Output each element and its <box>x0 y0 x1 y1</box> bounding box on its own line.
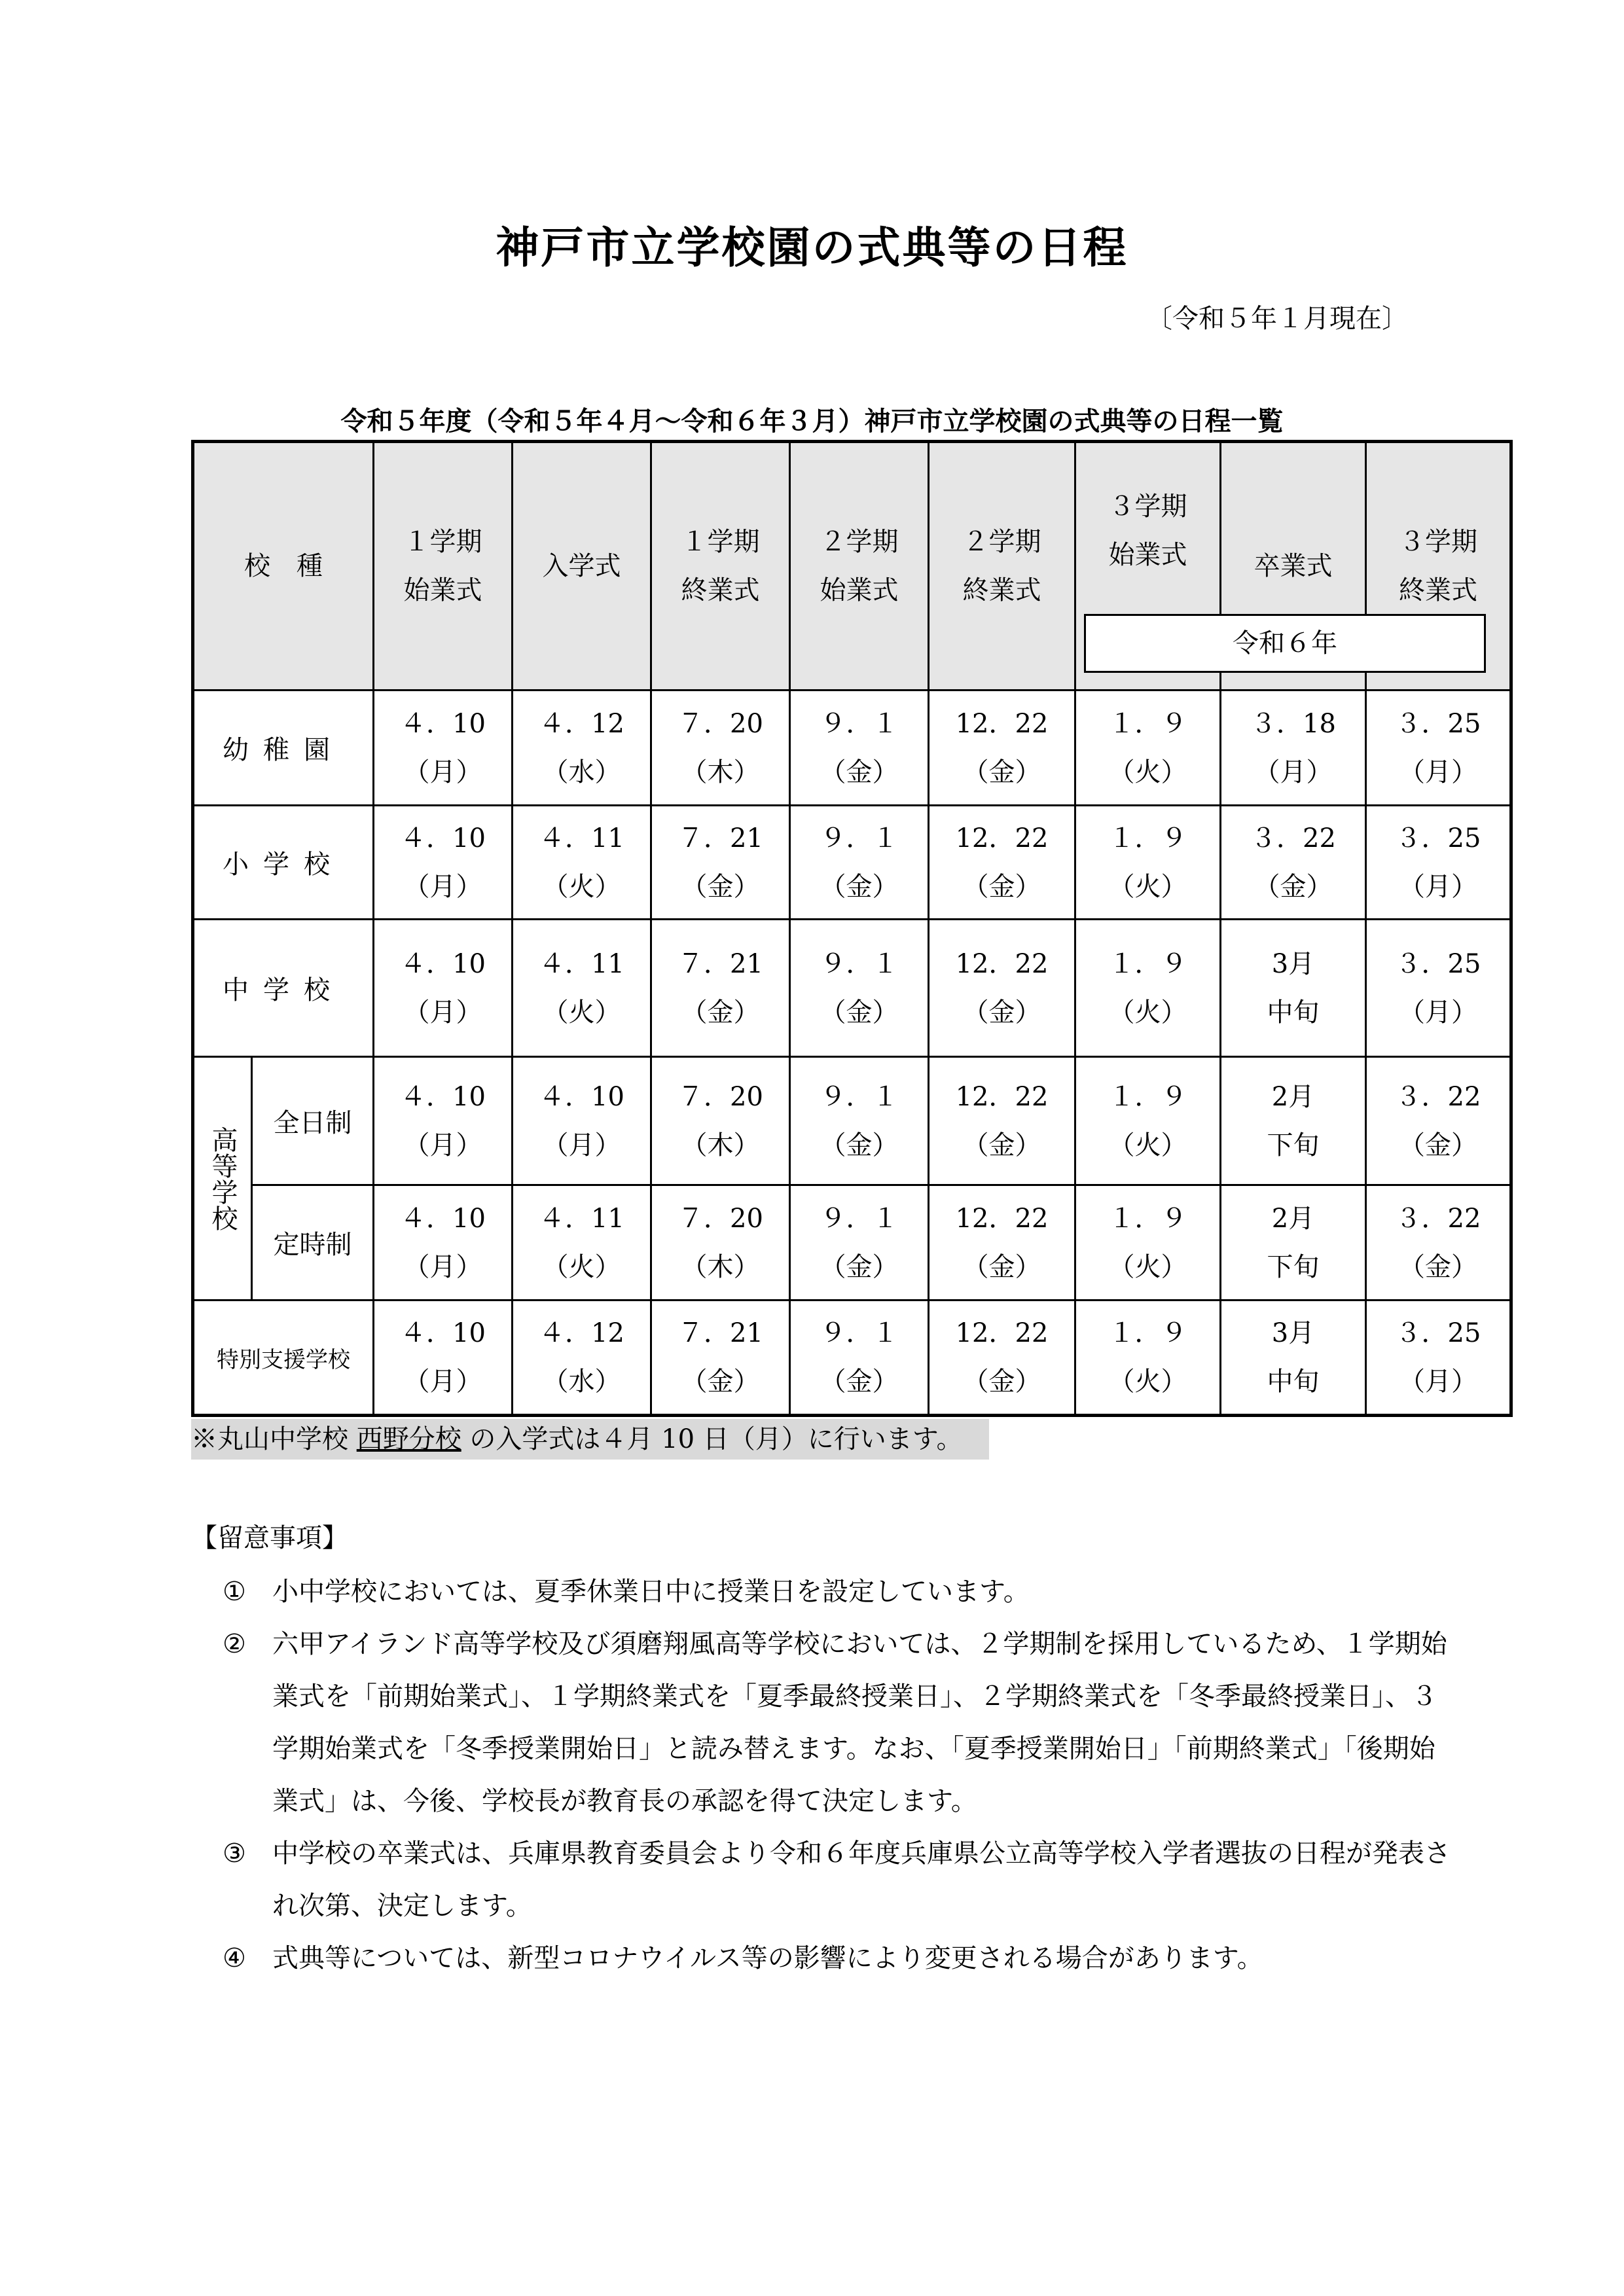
date-cell: １．９ （火） <box>1075 806 1221 920</box>
date-cell: １．９ （火） <box>1075 691 1221 806</box>
table-caption: 令和５年度（令和５年４月～令和６年３月）神戸市立学校園の式典等の日程一覧 <box>340 406 1284 437</box>
date-cell: ７．21 （金） <box>651 806 790 920</box>
date-cell: ９．１ （金） <box>790 1057 929 1185</box>
date-cell: 3月 中旬 <box>1221 920 1366 1057</box>
item-number: ③ <box>223 1839 246 1869</box>
date-cell: 12．22 （金） <box>929 920 1075 1057</box>
date-cell: 12．22 （金） <box>929 1300 1075 1416</box>
date-cell: ４．10 （月） <box>374 1057 513 1185</box>
date-cell: ９．１ （金） <box>790 691 929 806</box>
footnote-prefix: ※丸山中学校 <box>191 1424 357 1454</box>
page-title: 神戸市立学校園の式典等の日程 <box>496 223 1128 273</box>
list-item <box>216 1618 1460 1827</box>
date-cell: ４．10 （月） <box>513 1057 651 1185</box>
as-of-date: 〔令和５年１月現在〕 <box>1146 304 1408 334</box>
header-col: ２学期 始業式 <box>790 442 929 691</box>
date-cell: ４．10 （月） <box>374 691 513 806</box>
date-cell: ３．22 （金） <box>1366 1185 1511 1300</box>
row-elementary <box>193 806 1511 920</box>
date-cell: ３．25 （月） <box>1366 1300 1511 1416</box>
header-col: ３学期 始業式 <box>1075 442 1221 691</box>
row-kindergarten <box>193 691 1511 806</box>
date-cell: ４．10 （月） <box>374 1300 513 1416</box>
date-cell: １．９ （火） <box>1075 1300 1221 1416</box>
row-special-support <box>193 1300 1511 1416</box>
row-high-parttime <box>193 1185 1511 1300</box>
date-cell: ９．１ （金） <box>790 806 929 920</box>
row-label: 定時制 <box>252 1185 374 1300</box>
header-col: 卒業式 <box>1221 442 1366 691</box>
row-high-fulltime <box>193 1057 1511 1185</box>
row-label: 特別支援学校 <box>193 1300 374 1416</box>
date-cell: ４．12 （水） <box>513 1300 651 1416</box>
item-text: 六甲アイランド高等学校及び須磨翔風高等学校においては、２学期制を採用しているため、１学期始業式を「前期始業式」、１学期終業式を「夏季最終授業日」、２学期終業式を「冬季最終授業日」、３学期始業式を「冬季授業開始日」と読み替えます。なお、「夏季授業開始日」「前期終業式」「後期始業式」は、今後、学校長が教育長の承認を得て決定します。 <box>272 1629 1447 1816</box>
date-cell: ４．12 （水） <box>513 691 651 806</box>
date-cell: ４．10 （月） <box>374 1185 513 1300</box>
item-text: 中学校の卒業式は、兵庫県教育委員会より令和６年度兵庫県公立高等学校入学者選抜の日程が発表され次第、決定します。 <box>272 1839 1451 1921</box>
date-cell: ４．11 （火） <box>513 806 651 920</box>
header-col: １学期 始業式 <box>374 442 513 691</box>
date-cell: ３．18 （月） <box>1221 691 1366 806</box>
date-cell: ４．11 （火） <box>513 1185 651 1300</box>
footnote-suffix: の入学式は４月 10 日（月）に行います。 <box>461 1424 963 1454</box>
row-label: 幼稚園 <box>193 691 374 806</box>
date-cell: ９．１ （金） <box>790 1300 929 1416</box>
date-cell: １．９ （火） <box>1075 1185 1221 1300</box>
row-label: 全日制 <box>252 1057 374 1185</box>
date-cell: ９．１ （金） <box>790 920 929 1057</box>
date-cell: ３．25 （月） <box>1366 920 1511 1057</box>
row-label: 小学校 <box>193 806 374 920</box>
date-cell: ３．25 （月） <box>1366 691 1511 806</box>
date-cell: 2月 下旬 <box>1221 1057 1366 1185</box>
footnote <box>191 1419 989 1460</box>
item-text: 式典等については、新型コロナウイルス等の影響により変更される場合があります。 <box>272 1943 1263 1973</box>
reiwa6-year-label: 令和６年 <box>1084 614 1486 673</box>
date-cell: 12．22 （金） <box>929 1185 1075 1300</box>
date-cell: 3月 中旬 <box>1221 1300 1366 1416</box>
date-cell: 12．22 （金） <box>929 1057 1075 1185</box>
date-cell: ９．１ （金） <box>790 1185 929 1300</box>
list-item <box>216 1932 1460 1984</box>
schedule-table <box>191 440 1513 1417</box>
footnote-underlined: 西野分校 <box>356 1424 461 1454</box>
date-cell: ７．20 （木） <box>651 1057 790 1185</box>
date-cell: ４．10 （月） <box>374 920 513 1057</box>
date-cell: ７．20 （木） <box>651 691 790 806</box>
list-item <box>216 1827 1460 1932</box>
date-cell: １．９ （火） <box>1075 920 1221 1057</box>
date-cell: 12．22 （金） <box>929 806 1075 920</box>
row-label: 中学校 <box>193 920 374 1057</box>
date-cell: ７．20 （木） <box>651 1185 790 1300</box>
date-cell: ３．25 （月） <box>1366 806 1511 920</box>
header-col: ３学期 終業式 <box>1366 442 1511 691</box>
header-col: 入学式 <box>513 442 651 691</box>
header-col: ２学期 終業式 <box>929 442 1075 691</box>
date-cell: ３．22 （金） <box>1366 1057 1511 1185</box>
list-item <box>216 1566 1460 1618</box>
date-cell: １．９ （火） <box>1075 1057 1221 1185</box>
item-text: 小中学校においては、夏季休業日中に授業日を設定しています。 <box>272 1577 1030 1607</box>
date-cell: 2月 下旬 <box>1221 1185 1366 1300</box>
date-cell: ４．11 （火） <box>513 920 651 1057</box>
header-col: １学期 終業式 <box>651 442 790 691</box>
row-junior-high <box>193 920 1511 1057</box>
item-number: ① <box>223 1577 246 1607</box>
remarks-list <box>216 1566 1460 1984</box>
high-school-label: 高等学校 <box>193 1057 252 1300</box>
date-cell: 12．22 （金） <box>929 691 1075 806</box>
date-cell: ７．21 （金） <box>651 1300 790 1416</box>
item-number: ② <box>223 1629 246 1659</box>
date-cell: ７．21 （金） <box>651 920 790 1057</box>
remarks-heading: 【留意事項】 <box>191 1523 348 1553</box>
date-cell: ４．10 （月） <box>374 806 513 920</box>
date-cell: ３．22 （金） <box>1221 806 1366 920</box>
header-category: 校 種 <box>193 442 374 691</box>
item-number: ④ <box>223 1943 246 1973</box>
